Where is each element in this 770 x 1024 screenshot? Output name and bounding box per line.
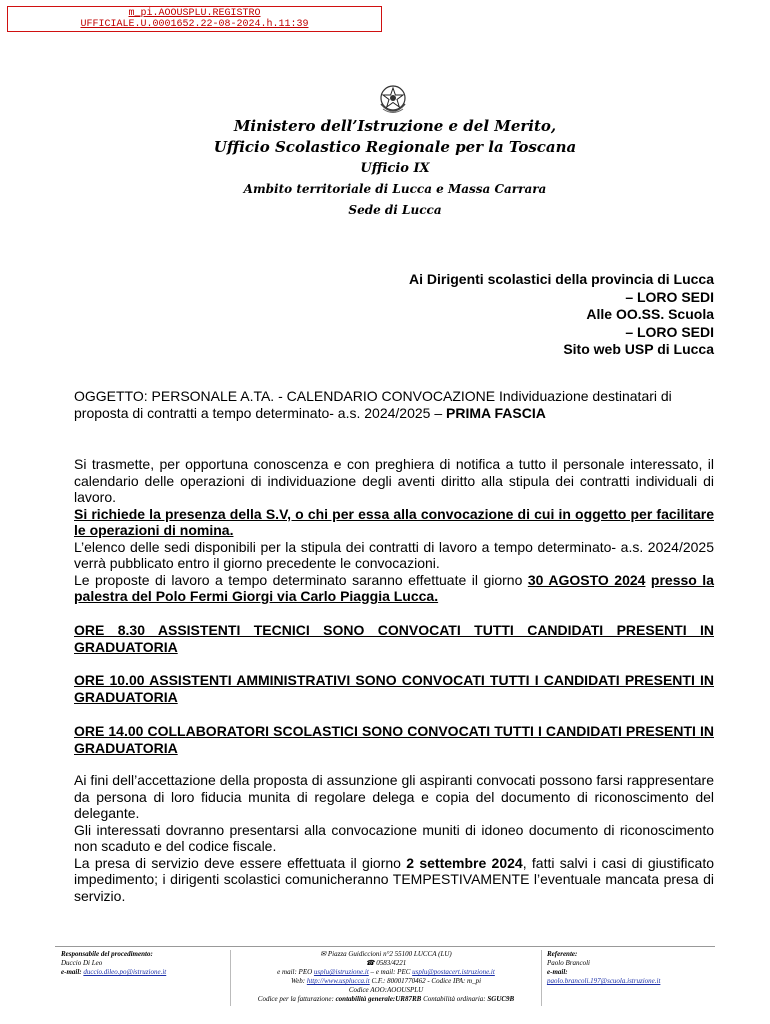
recipients-block (409, 271, 714, 359)
proposal-text: Le proposte di lavoro a tempo determinato saranno effettuate il giorno (74, 571, 528, 588)
recipient-line: Ai Dirigenti scolastici della provincia di Lucca (409, 271, 714, 287)
recipient-line: – LORO SEDI (625, 323, 714, 340)
service-start-paragraph (74, 855, 714, 905)
header-ministry: Ministero dell’Istruzione e del Merito, (233, 117, 557, 135)
body-paragraph: Si trasmette, per opportuna conoscenza e con preghiera di notifica a tutto il personale interessato, il calendario delle operazioni di individuazione degli aventi diritto alla stipula dei contratti individuali di lavoro. (74, 456, 714, 505)
footer-peo-label: e mail: PEO (277, 968, 314, 976)
footer-responsible-name: Duccio Di Leo (61, 959, 103, 967)
ministry-header (150, 116, 640, 221)
footer-right (547, 950, 712, 986)
footer-pec-label: – e mail: PEC (368, 968, 413, 976)
footer-responsible-email (61, 968, 226, 977)
footer-web (231, 977, 541, 986)
stamp-line-2: UFFICIALE.U.0001652.22-08-2024.h.11:39 (80, 19, 309, 30)
body-paragraph: L’elenco delle sedi disponibili per la stipula dei contratti di lavoro a tempo determinato- a.s. 2024/2025 verrà pubblicato entro il giorno precedente le convocazioni. (74, 538, 714, 571)
footer-center (230, 950, 542, 1006)
italian-emblem-icon (377, 82, 409, 118)
proposal-date: 30 AGOSTO 2024 (527, 571, 646, 588)
schedule-item-technicians: ORE 8.30 ASSISTENTI TECNICI SONO CONVOCATI TUTTI CANDIDATI PRESENTI IN GRADUATORIA (74, 622, 714, 655)
footer-phone: ☎ 0583/4221 (365, 959, 407, 967)
footer-referent-title: Referente: (547, 950, 578, 958)
recipient-line: Alle OO.SS. Scuola (586, 306, 714, 322)
footer-billing-mid: Contabilità ordinaria: (421, 995, 488, 1003)
footer-billing-ordinary: SGUC9B (487, 995, 515, 1003)
closing-section (74, 772, 714, 904)
recipient-line: Sito web USP di Lucca (563, 341, 714, 357)
footer-billing-label: Codice per la fatturazione: (257, 995, 336, 1003)
closing-paragraph: Ai fini dell’accettazione della proposta di assunzione gli aspiranti convocati possono farsi rappresentare da persona di loro fiducia munita di regolare delega e copia del documento di riconoscimento del delegante. (74, 772, 714, 821)
footer-web-link[interactable]: http://www.usplucca.it (306, 977, 370, 985)
subject-paragraph (74, 388, 714, 421)
footer-email-label: e-mail: (61, 968, 84, 976)
footer-left (61, 950, 226, 977)
footer-billing-general: contabilità generale:UR87RB (335, 995, 422, 1003)
service-text-end: , fatti salvi i casi di giustificato impedimento; i dirigenti scolastici comunicheranno TEMPESTIVAMENTE l’eventuale mancata presa di servizio. (74, 854, 714, 904)
footer-peo-link[interactable]: usplu@istruzione.it (313, 968, 369, 976)
page-footer (55, 946, 715, 1007)
footer-address (231, 950, 541, 959)
header-office-number: Ufficio IX (360, 161, 430, 176)
proposal-place: presso la palestra del Polo Fermi Giorgi via Carlo Piaggia Lucca. (74, 571, 714, 604)
stamp-line-1: m_pi.AOOUSPLU.REGISTRO (128, 8, 261, 19)
footer-emails (231, 968, 541, 977)
recipient-line: – LORO SEDI (625, 288, 714, 305)
service-date: 2 settembre 2024 (406, 854, 523, 871)
service-text: La presa di servizio deve essere effettuata il giorno (74, 854, 407, 871)
footer-referent-email[interactable]: paolo.brancoli.197@scuola.istruzione.it (547, 977, 661, 985)
footer-billing (231, 995, 541, 1004)
footer-aoo-code: Codice AOO:AOOUSPLU (348, 986, 424, 994)
schedule-item-janitors: ORE 14.00 COLLABORATORI SCOLASTICI SONO CONVOCATI TUTTI I CANDIDATI PRESENTI IN GRADUATORIA (74, 723, 714, 756)
header-territorial-area: Ambito territoriale di Lucca e Massa Carrara (243, 182, 547, 196)
proposal-paragraph (74, 572, 714, 605)
footer-referent-name: Paolo Brancoli (547, 959, 590, 967)
footer-web-label: Web: (290, 977, 307, 985)
protocol-stamp (7, 6, 382, 32)
footer-address-text: Piazza Guidiccioni n°2 55100 LUCCA (LU) (327, 950, 452, 958)
header-regional-office: Ufficio Scolastico Regionale per la Toscana (213, 138, 577, 156)
footer-email-link[interactable]: duccio.dileo.po@istruzione.it (83, 968, 167, 976)
footer-responsible-title: Responsabile del procedimento: (61, 950, 153, 958)
header-seat: Sede di Lucca (348, 203, 442, 217)
subject-text: OGGETTO: PERSONALE A.TA. - CALENDARIO CONVOCAZIONE Individuazione destinatari di proposta di contratti a tempo determinato- a.s. 2024/2025 – (74, 388, 672, 421)
body-section (74, 456, 714, 605)
subject-band: PRIMA FASCIA (446, 404, 546, 421)
schedule-item-administrative: ORE 10.00 ASSISTENTI AMMINISTRATIVI SONO CONVOCATI TUTTI I CANDIDATI PRESENTI IN GRADUATORIA (74, 672, 714, 705)
footer-pec-link[interactable]: usplu@postacert.istruzione.it (412, 968, 495, 976)
mail-icon: ✉ (320, 950, 328, 958)
footer-referent-email-label: e-mail: (547, 968, 568, 976)
closing-paragraph: Gli interessati dovranno presentarsi alla convocazione muniti di idoneo documento di riconoscimento non scaduto e del codice fiscale. (74, 821, 714, 854)
presence-request: Si richiede la presenza della S.V, o chi per essa alla convocazione di cui in oggetto per facilitare le operazioni di nomina. (74, 505, 714, 538)
footer-fiscal-code: C.F.: 80001770462 - Codice IPA: m_pi (369, 977, 482, 985)
